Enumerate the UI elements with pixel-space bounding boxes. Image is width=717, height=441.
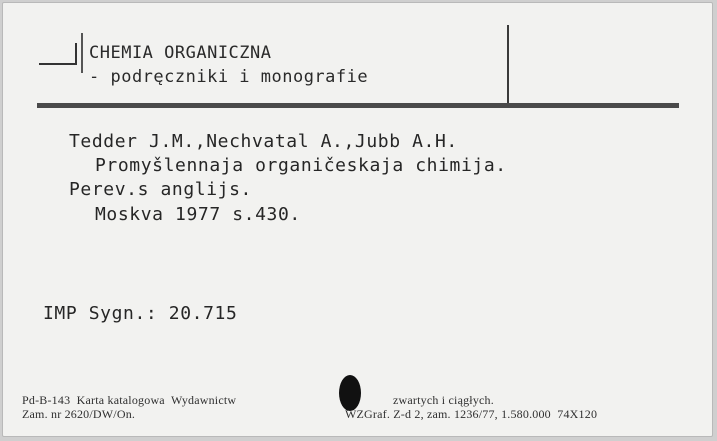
entry-authors: Tedder J.M.,Nechvatal A.,Jubb A.H. xyxy=(69,131,458,152)
footer-order-number: Zam. nr 2620/DW/On. xyxy=(22,407,136,421)
subject-heading: CHEMIA ORGANICZNA xyxy=(89,43,272,63)
footer-form-title: zwartych i ciągłych. xyxy=(393,393,494,407)
entry-imprint: Moskva 1977 s.430. xyxy=(95,204,301,225)
header-vertical-rule xyxy=(507,25,509,103)
header-corner-mark xyxy=(39,43,77,65)
catalog-card xyxy=(2,2,713,437)
card-punch-hole xyxy=(339,375,361,411)
footer-printer-info: WZGraf. Z-d 2, zam. 1236/77, 1.580.000 74X120 xyxy=(345,407,598,421)
footer-form-id: Pd-B-143 Karta katalogowa Wydawnictw xyxy=(22,393,237,407)
subject-subdivision: - podręczniki i monografie xyxy=(89,67,369,87)
entry-translation-note: Perev.s anglijs. xyxy=(69,179,252,200)
header-divider xyxy=(81,33,83,73)
call-number: IMP Sygn.: 20.715 xyxy=(43,303,238,324)
header-horizontal-rule xyxy=(37,103,679,108)
entry-title: Promyšlennaja organičeskaja chimija. xyxy=(95,155,507,176)
